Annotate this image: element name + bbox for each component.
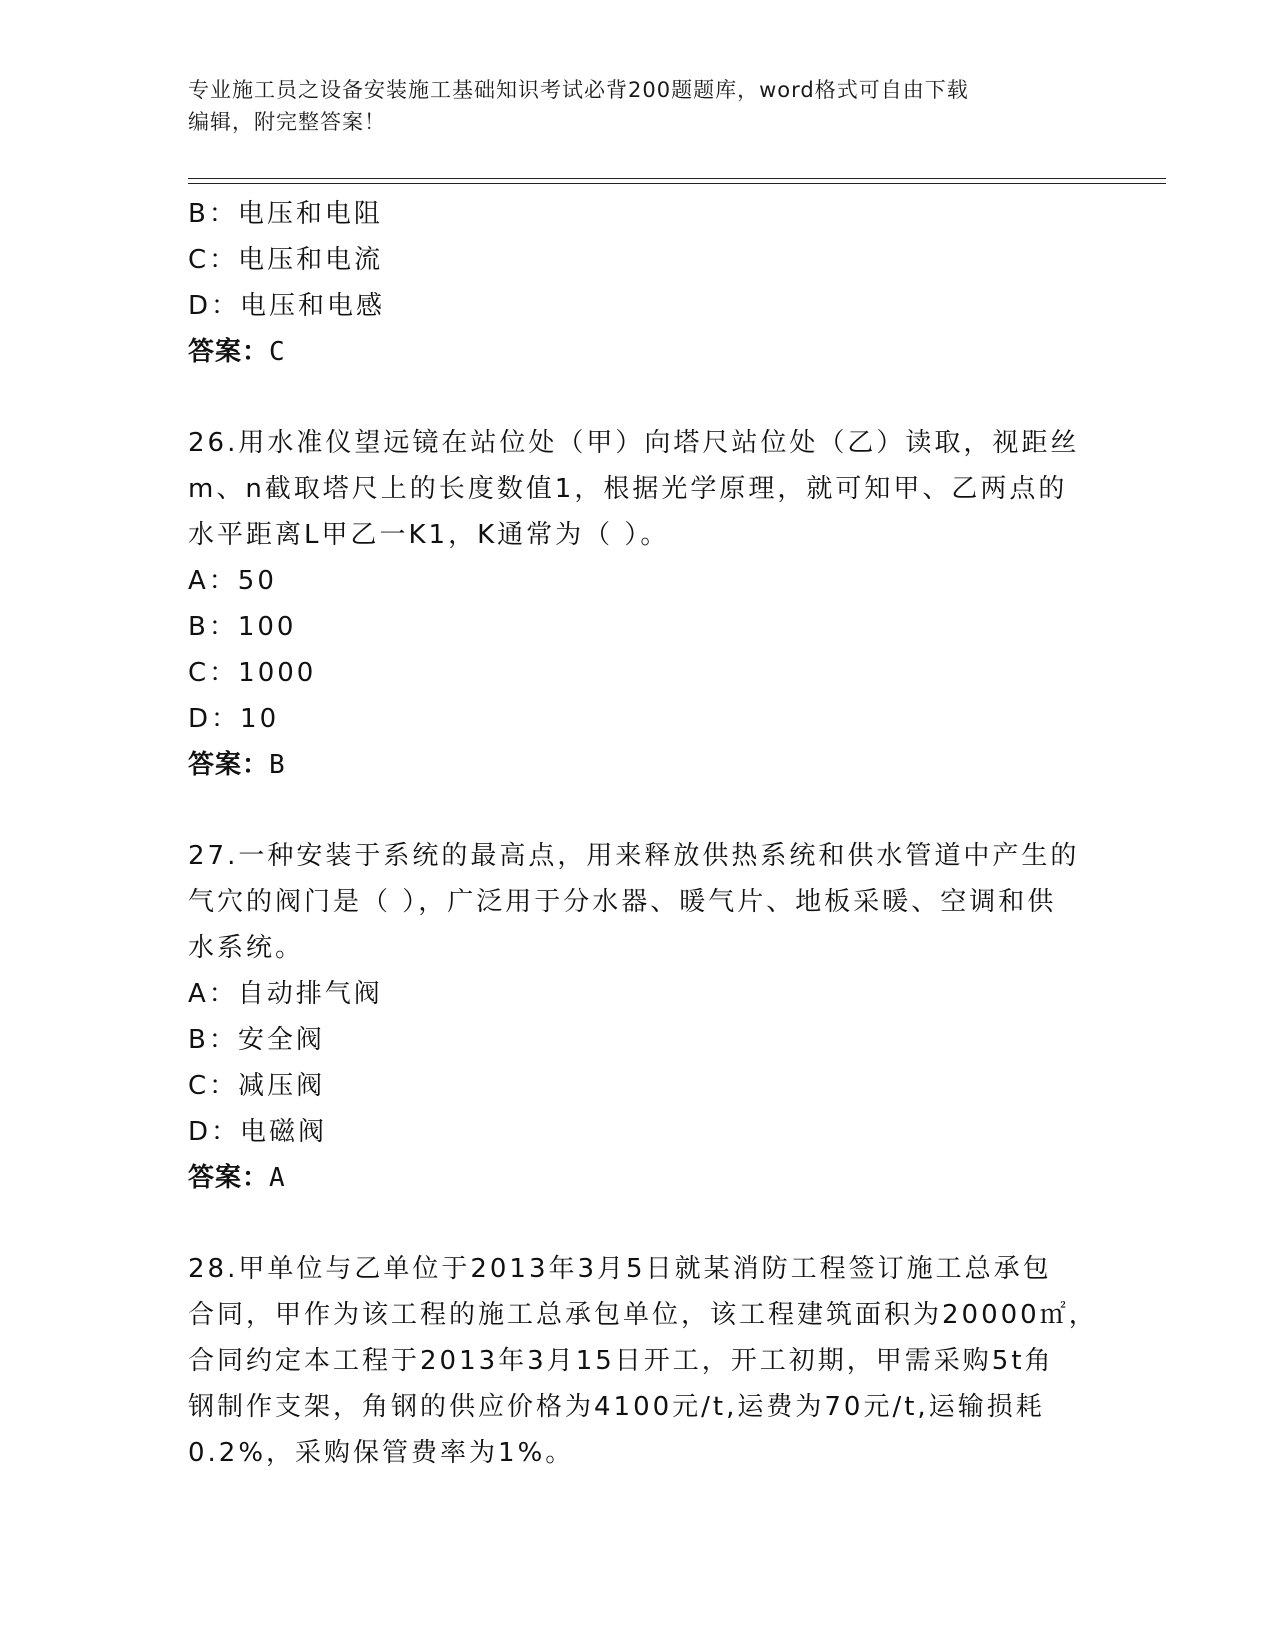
header-divider-top [188, 178, 1166, 179]
option-c: C：1000 [188, 658, 317, 688]
option-d: D：10 [188, 704, 280, 734]
option-b: B：电压和电阻 [188, 199, 383, 229]
question-stem-line: 28.甲单位与乙单位于2013年3月5日就某消防工程签订施工总承包 [188, 1254, 1052, 1284]
question-stem-line: m、n截取塔尺上的长度数值1，根据光学原理，就可知甲、乙两点的 [188, 474, 1068, 504]
answer-line [188, 742, 1088, 788]
document-header [188, 74, 1088, 138]
question-stem-line: 水平距离L甲乙一K1，K通常为（ ）。 [188, 520, 670, 550]
option-a: A：自动排气阀 [188, 979, 383, 1009]
question-25-continuation [188, 191, 1088, 375]
question-stem-line: 气穴的阀门是（ ），广泛用于分水器、暖气片、地板采暖、空调和供 [188, 887, 1057, 917]
question-stem-line: 27.一种安装于系统的最高点，用来释放供热系统和供水管道中产生的 [188, 841, 1080, 871]
option-b: B：安全阀 [188, 1025, 325, 1055]
question-27 [188, 833, 1088, 1201]
header-title-line-2: 编辑，附完整答案！ [188, 110, 386, 134]
question-stem-line: 合同约定本工程于2013年3月15日开工，开工初期，甲需采购5t角 [188, 1346, 1054, 1376]
option-c: C：减压阀 [188, 1071, 326, 1101]
answer-value: B [269, 750, 286, 780]
option-b: B：100 [188, 612, 297, 642]
option-d: D：电磁阀 [188, 1117, 328, 1147]
question-stem-line: 合同，甲作为该工程的施工总承包单位，该工程建筑面积为20000㎡， [188, 1300, 1098, 1330]
question-stem-line: 钢制作支架，角钢的供应价格为4100元/t,运费为70元/t,运输损耗 [188, 1392, 1045, 1422]
question-spacer [188, 1201, 1088, 1246]
header-title-line-1: 专业施工员之设备安装施工基础知识考试必背200题题库，word格式可自由下载 [188, 78, 969, 102]
answer-value: C [269, 337, 286, 367]
option-a: A：50 [188, 566, 277, 596]
question-stem-line: 26.用水准仪望远镜在站位处（甲）向塔尺站位处（乙）读取，视距丝 [188, 428, 1080, 458]
question-26 [188, 420, 1088, 788]
question-stem-line: 水系统。 [188, 933, 305, 963]
question-spacer [188, 375, 1088, 420]
answer-label: 答案： [188, 337, 270, 367]
question-stem-line: 0.2%，采购保管费率为1%。 [188, 1438, 575, 1468]
question-list [188, 191, 1098, 1476]
option-c: C：电压和电流 [188, 245, 384, 275]
header-divider-bottom [188, 183, 1166, 184]
question-28 [188, 1246, 1098, 1476]
answer-label: 答案： [188, 1163, 270, 1193]
question-spacer [188, 788, 1088, 833]
answer-label: 答案： [188, 750, 270, 780]
answer-value: A [269, 1163, 286, 1193]
answer-line [188, 329, 1088, 375]
option-d: D：电压和电感 [188, 291, 386, 321]
answer-line [188, 1155, 1088, 1201]
